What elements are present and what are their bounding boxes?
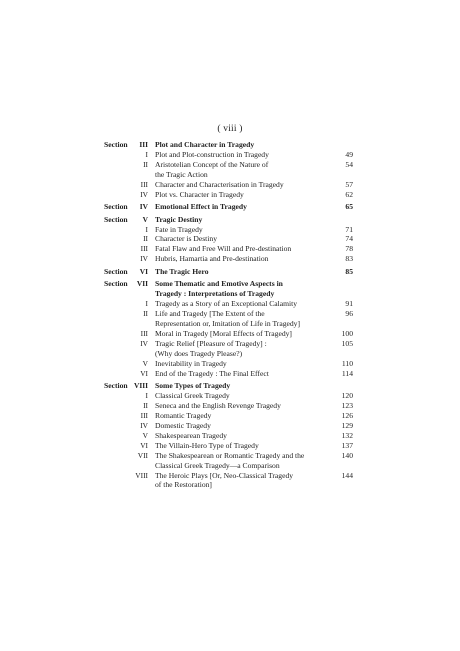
toc-page-number: 85 — [345, 266, 353, 276]
toc-section-label: Section — [104, 214, 128, 224]
toc-entry-row — [0, 471, 460, 481]
toc-roman-numeral: I — [145, 391, 148, 400]
toc-roman-numeral: V — [142, 214, 148, 224]
toc-page-number: 100 — [341, 328, 353, 338]
toc-roman-numeral: VII — [136, 279, 148, 289]
toc-section-row — [0, 202, 460, 212]
toc-entry-row — [0, 289, 460, 299]
toc-roman-numeral: V — [142, 358, 148, 368]
toc-entry-row — [0, 431, 460, 441]
toc-page-number: 62 — [345, 189, 353, 199]
toc-page-number: 126 — [341, 410, 353, 420]
toc-section-row — [0, 140, 460, 150]
toc-roman-numeral: III — [140, 179, 148, 189]
toc-entry-title: Inevitability in Tragedy — [155, 358, 227, 368]
toc-page-number: 78 — [345, 244, 353, 254]
toc-entry-row — [0, 225, 460, 235]
toc-entry-title: Seneca and the English Revenge Tragedy — [155, 400, 281, 410]
toc-entry-title: Domestic Tragedy — [155, 420, 211, 430]
toc-entry-row — [0, 349, 460, 359]
toc-entry-row — [0, 461, 460, 471]
toc-section-label: Section — [104, 381, 128, 391]
toc-roman-numeral: VI — [140, 368, 148, 378]
toc-roman-numeral: III — [140, 328, 148, 338]
toc-entry-row — [0, 329, 460, 339]
toc-roman-numeral: II — [143, 400, 148, 410]
toc-entry-row — [0, 411, 460, 421]
toc-entry-title: (Why does Tragedy Please?) — [155, 348, 243, 358]
toc-entry-title: Plot vs. Character in Tragedy — [155, 189, 244, 199]
toc-section-row — [0, 215, 460, 225]
toc-page-number: 123 — [341, 400, 353, 410]
toc-entry-title: Plot and Plot-construction in Tragedy — [155, 149, 269, 159]
toc-page-number: 65 — [345, 202, 353, 212]
toc-entry-row — [0, 421, 460, 431]
toc-entry-row — [0, 170, 460, 180]
toc-roman-numeral: III — [140, 244, 148, 254]
toc-page-number: 120 — [341, 391, 353, 400]
toc-roman-numeral: II — [143, 234, 148, 244]
toc-entry-title: Aristotelian Concept of the Nature of — [155, 159, 269, 169]
toc-entry-row — [0, 401, 460, 411]
toc-roman-numeral: VII — [137, 450, 148, 460]
toc-section-label: Section — [104, 140, 128, 149]
toc-entry-row — [0, 244, 460, 254]
toc-entry-title: The Heroic Plays [Or, Neo-Classical Tragedy — [155, 470, 294, 480]
toc-entry-row — [0, 451, 460, 461]
toc-roman-numeral: IV — [140, 420, 148, 430]
toc-entry-title: Tragedy : Interpretations of Tragedy — [155, 289, 275, 299]
toc-entry-row — [0, 480, 460, 490]
toc-page-number: 83 — [345, 254, 353, 264]
toc-entry-title: the Tragic Action — [155, 169, 208, 179]
toc-section-label: Section — [104, 266, 128, 276]
toc-page-number: 132 — [341, 430, 353, 440]
toc-roman-numeral: IV — [140, 189, 148, 199]
toc-entry-title: Fate in Tragedy — [155, 224, 203, 234]
toc-entry-row — [0, 339, 460, 349]
toc-roman-numeral: III — [140, 410, 148, 420]
toc-roman-numeral: VI — [139, 266, 148, 276]
toc-entry-title: End of the Tragedy : The Final Effect — [155, 368, 269, 378]
toc-entry-title: The Tragic Hero — [155, 266, 209, 276]
toc-entry-row — [0, 160, 460, 170]
toc-roman-numeral: III — [139, 140, 148, 149]
toc-roman-numeral: I — [145, 224, 148, 234]
toc-entry-title: Character is Destiny — [155, 234, 217, 244]
toc-section-label: Section — [104, 202, 128, 212]
toc-entry-row — [0, 150, 460, 160]
toc-entry-title: Classical Greek Tragedy — [155, 391, 230, 400]
toc-page-number: 144 — [341, 470, 353, 480]
toc-entry-title: Tragedy as a Story of an Exceptional Calamity — [155, 299, 298, 309]
toc-roman-numeral: I — [145, 149, 148, 159]
toc-section-row — [0, 267, 460, 277]
toc-entry-title: Moral in Tragedy [Moral Effects of Tragedy] — [155, 328, 292, 338]
toc-page-number: 54 — [345, 159, 353, 169]
toc-entry-row — [0, 190, 460, 200]
toc-roman-numeral: I — [145, 299, 148, 309]
toc-entry-title: The Villain-Hero Type of Tragedy — [155, 440, 259, 450]
toc-entry-row — [0, 391, 460, 401]
toc-entry-title: Representation or, Imitation of Life in Tragedy] — [155, 318, 301, 328]
toc-entry-title: Plot and Character in Tragedy — [155, 140, 255, 149]
toc-entry-row — [0, 180, 460, 190]
toc-entry-title: Some Thematic and Emotive Aspects in — [155, 279, 283, 289]
toc-entry-row — [0, 319, 460, 329]
toc-page-number: 137 — [341, 440, 353, 450]
page-number: ( viii ) — [217, 124, 243, 134]
toc-entry-title: The Shakespearean or Romantic Tragedy and the — [155, 450, 305, 460]
toc-entry-title: Emotional Effect in Tragedy — [155, 202, 247, 212]
toc-page-number: 71 — [345, 224, 353, 234]
toc-roman-numeral: VIII — [134, 381, 148, 391]
toc-page-number: 74 — [345, 234, 353, 244]
toc-roman-numeral: IV — [140, 254, 148, 264]
table-of-contents — [0, 140, 460, 490]
toc-roman-numeral: IV — [140, 338, 148, 348]
toc-page-number: 140 — [341, 450, 353, 460]
toc-entry-title: Romantic Tragedy — [155, 410, 212, 420]
toc-entry-title: Some Types of Tragedy — [155, 381, 231, 391]
toc-entry-title: Classical Greek Tragedy—a Comparison — [155, 460, 280, 470]
toc-page-number: 129 — [341, 420, 353, 430]
toc-roman-numeral: IV — [139, 202, 148, 212]
toc-entry-row — [0, 254, 460, 264]
toc-entry-title: Tragic Destiny — [155, 214, 203, 224]
toc-entry-title: Tragic Relief [Pleasure of Tragedy] : — [155, 338, 267, 348]
toc-roman-numeral: V — [142, 430, 148, 440]
toc-entry-row — [0, 234, 460, 244]
toc-entry-row — [0, 441, 460, 451]
toc-page-number: 110 — [341, 358, 353, 368]
toc-entry-title: Hubris, Hamartia and Pre-destination — [155, 254, 269, 264]
toc-page-number: 49 — [345, 149, 353, 159]
toc-page-number: 91 — [345, 299, 353, 309]
toc-roman-numeral: II — [143, 309, 148, 318]
toc-entry-title: of the Restoration] — [155, 480, 212, 490]
toc-roman-numeral: II — [143, 159, 148, 169]
toc-entry-title: Character and Characterisation in Tragedy — [155, 179, 284, 189]
toc-section-label: Section — [104, 279, 128, 289]
toc-roman-numeral: VIII — [135, 470, 148, 480]
toc-roman-numeral: VI — [140, 440, 148, 450]
toc-entry-title: Shakespearean Tragedy — [155, 430, 227, 440]
toc-page-number: 57 — [345, 179, 353, 189]
toc-entry-row — [0, 299, 460, 309]
toc-entry-row — [0, 369, 460, 379]
toc-section-row — [0, 279, 460, 289]
toc-entry-title: Fatal Flaw and Free Will and Pre-destination — [155, 244, 292, 254]
toc-entry-title: Life and Tragedy [The Extent of the — [155, 309, 265, 318]
toc-entry-row — [0, 309, 460, 319]
toc-section-row — [0, 381, 460, 391]
toc-page-number: 96 — [345, 309, 353, 318]
toc-page-number: 105 — [341, 338, 353, 348]
toc-entry-row — [0, 359, 460, 369]
toc-page-number: 114 — [341, 368, 353, 378]
